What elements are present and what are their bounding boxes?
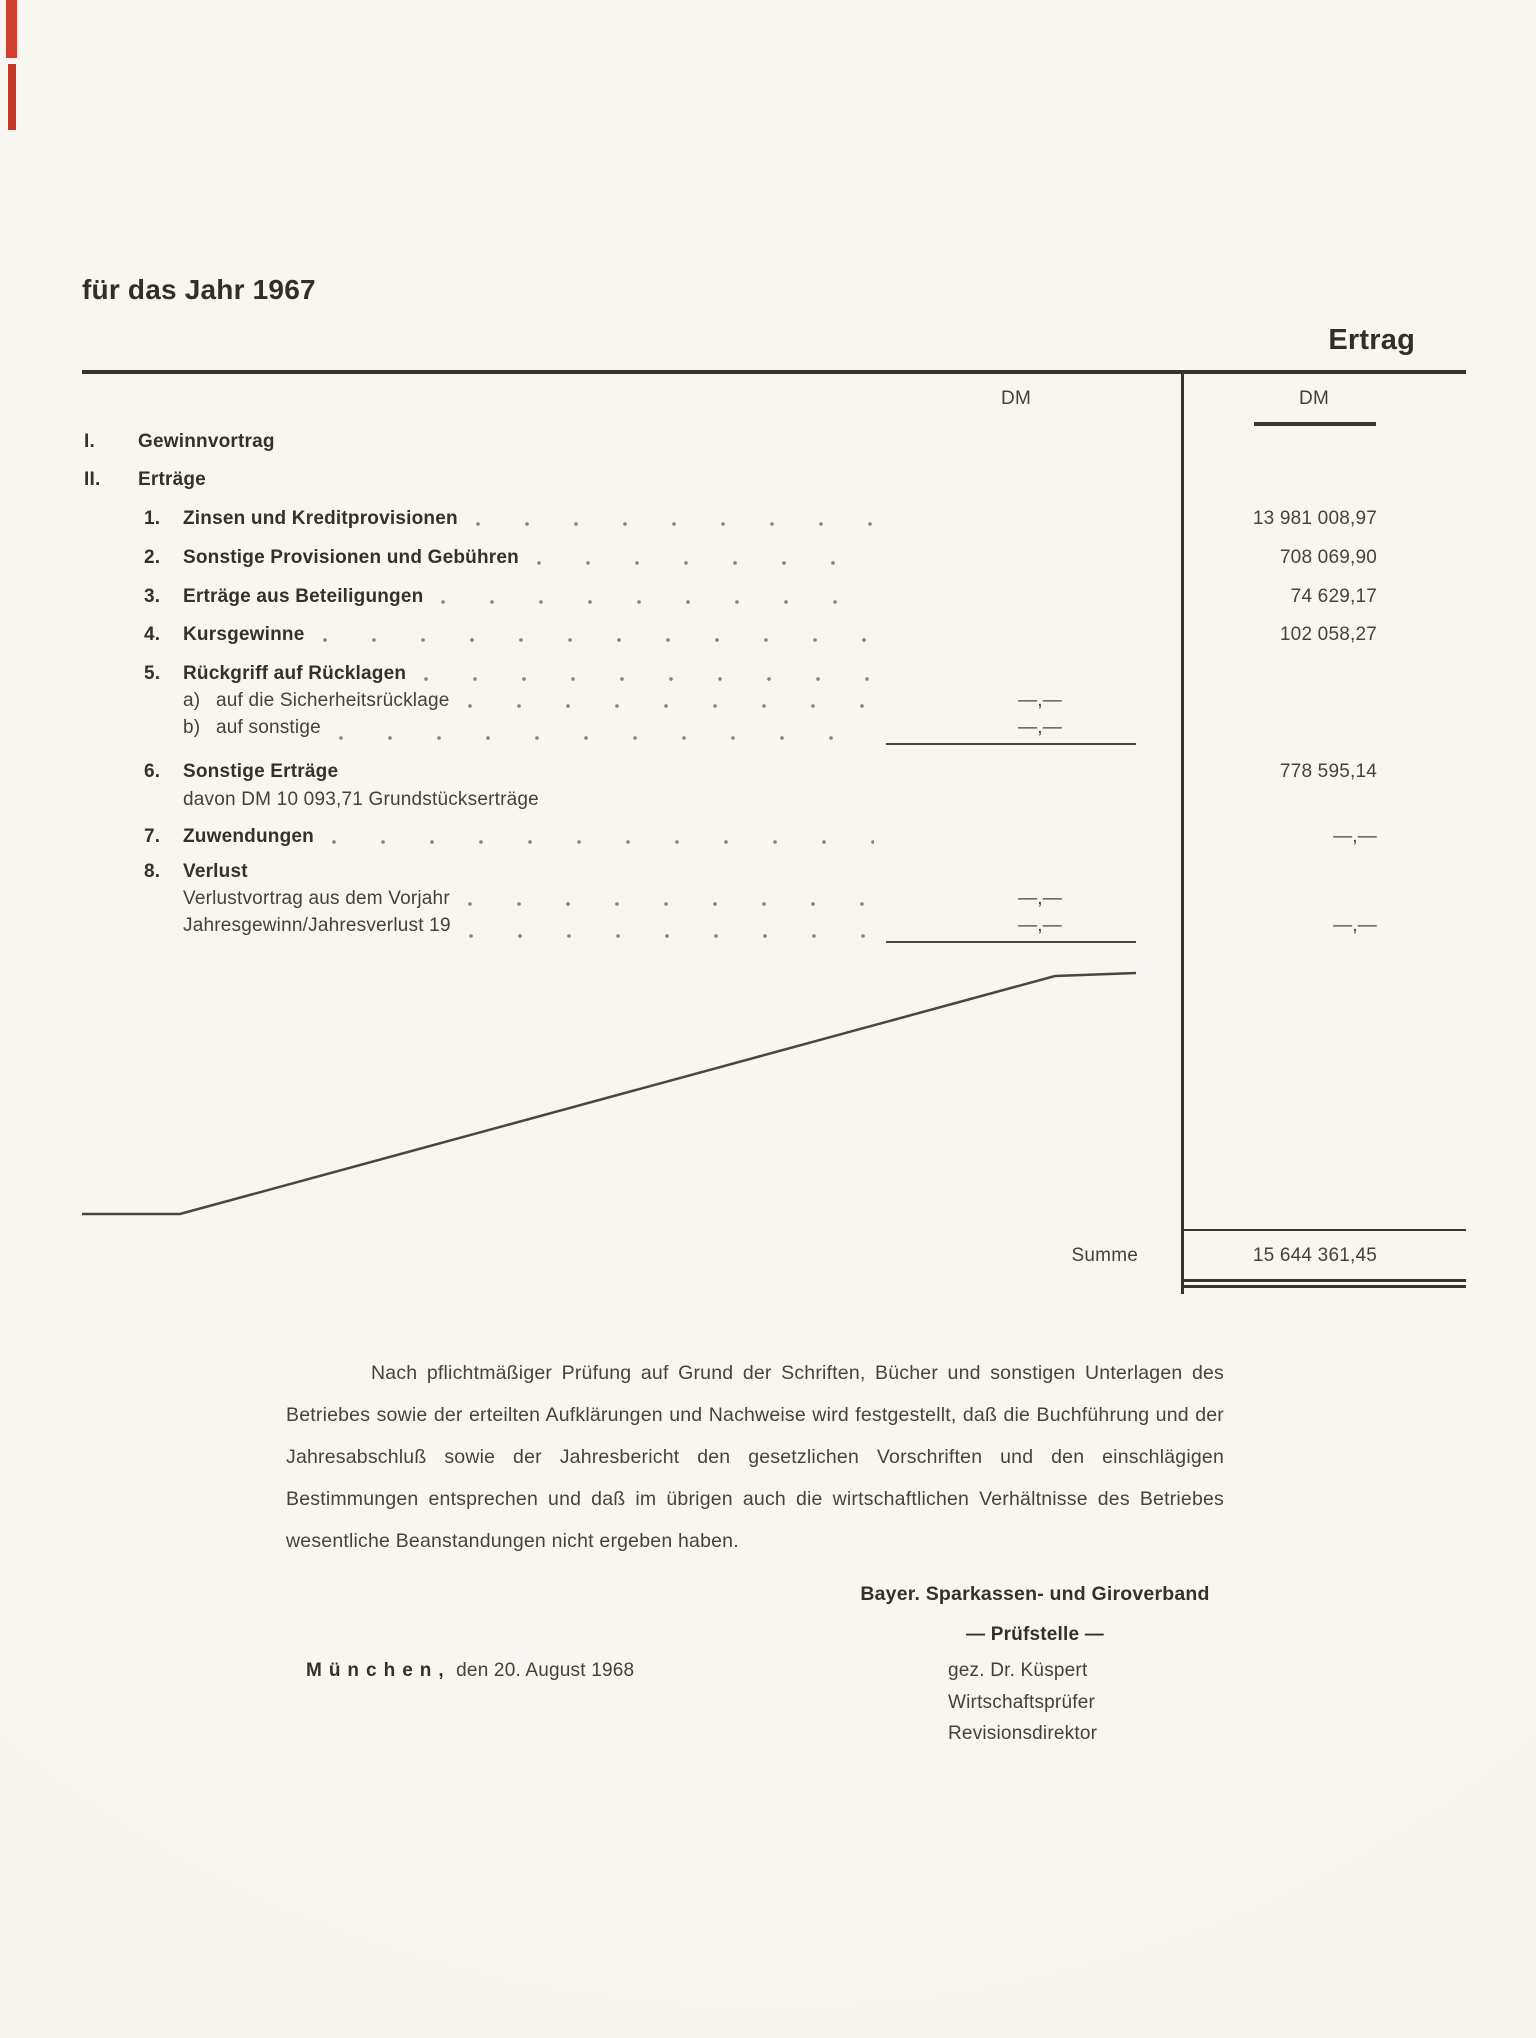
outer-dm-value: 708 069,90 — [1279, 547, 1377, 568]
sum-label: Summe — [1071, 1245, 1138, 1266]
sum-value: 15 644 361,45 — [1252, 1245, 1377, 1266]
dot-leader — [441, 600, 874, 604]
table-row — [82, 760, 1466, 784]
sum-separator-rule — [1181, 1229, 1466, 1231]
column-section-header: Ertrag — [1328, 324, 1415, 356]
row-label: Erträge aus Beteiligungen — [183, 586, 424, 607]
row-number: 6. — [144, 761, 161, 782]
table-row — [82, 825, 1466, 849]
row-number: 7. — [144, 826, 161, 847]
table-header-row — [82, 388, 1466, 428]
outer-dm-value: —,— — [1333, 826, 1377, 847]
row-label: Verlustvortrag aus dem Vorjahr — [183, 888, 450, 909]
table-row — [82, 860, 1466, 884]
row-label: davon DM 10 093,71 Grundstückserträge — [183, 789, 539, 810]
table-row — [82, 887, 1466, 911]
dot-leader — [293, 445, 874, 449]
outer-dm-value: —,— — [1333, 915, 1377, 936]
row-label: Gewinnvortrag — [138, 431, 275, 452]
table-row — [82, 585, 1466, 609]
dot-leader — [339, 736, 874, 740]
table-row — [82, 914, 1466, 943]
scan-edge-mark — [8, 64, 16, 130]
dot-leader — [476, 522, 874, 526]
table-row — [82, 507, 1466, 531]
dot-leader — [537, 561, 874, 565]
row-label: Jahresgewinn/Jahresverlust 19 — [183, 915, 451, 936]
row-number: a) — [183, 690, 201, 711]
inner-dm-value: —,— — [886, 914, 1136, 943]
row-number: b) — [183, 717, 201, 738]
dot-leader — [468, 902, 874, 906]
outer-dm-value: 778 595,14 — [1279, 761, 1377, 782]
table-row — [82, 546, 1466, 570]
dm-header-left: DM — [1001, 388, 1031, 409]
row-number: I. — [84, 431, 95, 452]
dm-header-right: DM — [1299, 388, 1329, 409]
row-number: 1. — [144, 508, 161, 529]
row-label: Sonstige Erträge — [183, 761, 339, 782]
outer-dm-value: 13 981 008,97 — [1252, 508, 1377, 529]
row-label: auf die Sicherheitsrücklage — [216, 690, 450, 711]
sum-row — [82, 1243, 1466, 1269]
scan-edge-mark — [6, 0, 17, 58]
dot-leader — [469, 934, 874, 938]
place-and-date — [306, 1660, 634, 1682]
dot-leader — [468, 704, 874, 708]
auditor-organization: Bayer. Sparkassen- und Giroverband — [860, 1583, 1210, 1605]
row-label: Zinsen und Kreditprovisionen — [183, 508, 458, 529]
signer-title-2: Revisionsdirektor — [948, 1723, 1098, 1744]
audit-attestation-paragraph: Nach pflichtmäßiger Prüfung auf Grund der Schriften, Bücher und sonstigen Unterlagen des Betriebes sowie der erteilten Aufklärungen und Nachweise wird festgestellt, daß die Buchführung und der Jahresabschluß sowie der Jahresbericht den gesetzlichen Vorschriften und den einschlägigen Bestimmungen entsprechen und daß im übrigen auch die wirtschaftlichen Verhältnisse des Betriebes wesentliche Beanstandungen nicht ergeben haben. — [286, 1362, 1224, 1552]
row-number: II. — [84, 469, 101, 490]
ledger-table — [82, 370, 1466, 1290]
row-label: auf sonstige — [216, 717, 321, 738]
dot-leader — [424, 677, 874, 681]
dot-leader — [557, 803, 874, 807]
table-row — [82, 788, 1466, 812]
sum-double-rule — [1181, 1279, 1466, 1288]
place: München, — [306, 1660, 451, 1681]
column-divider-rule — [1181, 374, 1184, 1294]
dot-leader — [323, 638, 875, 642]
inner-dm-value: —,— — [886, 716, 1136, 745]
row-number: 3. — [144, 586, 161, 607]
table-row — [82, 623, 1466, 647]
outer-dm-value: 74 629,17 — [1290, 586, 1377, 607]
outer-dm-value: 102 058,27 — [1279, 624, 1377, 645]
dot-leader — [356, 775, 874, 779]
row-number: 8. — [144, 861, 161, 882]
row-number: 2. — [144, 547, 161, 568]
dot-leader — [332, 840, 874, 844]
inner-dm-value: —,— — [1018, 888, 1062, 909]
table-row — [82, 662, 1466, 686]
row-label: Erträge — [138, 469, 206, 490]
inner-dm-value: —,— — [1018, 690, 1062, 711]
row-label: Rückgriff auf Rücklagen — [183, 663, 407, 684]
table-row — [82, 468, 1466, 492]
table-row — [82, 430, 1466, 454]
dot-leader — [266, 875, 874, 879]
table-row — [82, 689, 1466, 713]
dot-leader — [224, 483, 874, 487]
row-number: 4. — [144, 624, 161, 645]
row-label: Verlust — [183, 861, 248, 882]
table-row — [82, 716, 1466, 745]
row-label: Sonstige Provisionen und Gebühren — [183, 547, 519, 568]
signer-title-1: Wirtschaftsprüfer — [948, 1692, 1095, 1713]
row-label: Kursgewinne — [183, 624, 305, 645]
auditor-department: — Prüfstelle — — [966, 1624, 1104, 1645]
date: den 20. August 1968 — [456, 1660, 635, 1681]
row-number: 5. — [144, 663, 161, 684]
page-title: für das Jahr 1967 — [82, 274, 316, 305]
signed-by: gez. Dr. Küspert — [948, 1660, 1088, 1681]
row-label: Zuwendungen — [183, 826, 314, 847]
dm-header-underline — [1254, 422, 1376, 426]
